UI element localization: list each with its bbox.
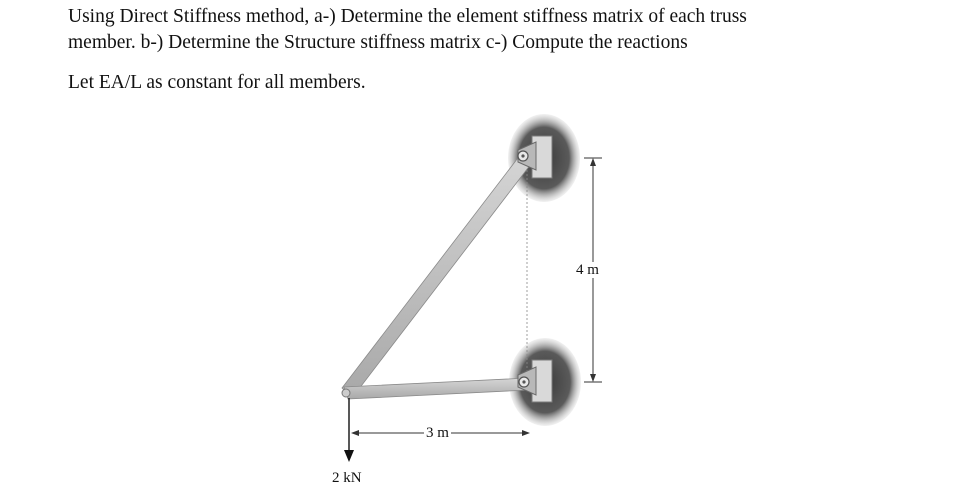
horizontal-member [344,378,528,399]
load-joint [342,389,350,397]
problem-statement-line-2: member. b-) Determine the Structure stiffness matrix c-) Compute the reactions [68,32,688,53]
load-label: 2 kN [332,470,362,486]
problem-statement-line-1: Using Direct Stiffness method, a-) Determine the element stiffness matrix of each truss [68,6,747,27]
horizontal-dimension-label: 3 m [426,425,449,441]
inclined-member [342,150,534,398]
assumption-note: Let EA/L as constant for all members. [68,72,366,93]
vertical-dimension-label: 4 m [576,262,599,278]
load-arrow [344,398,354,462]
